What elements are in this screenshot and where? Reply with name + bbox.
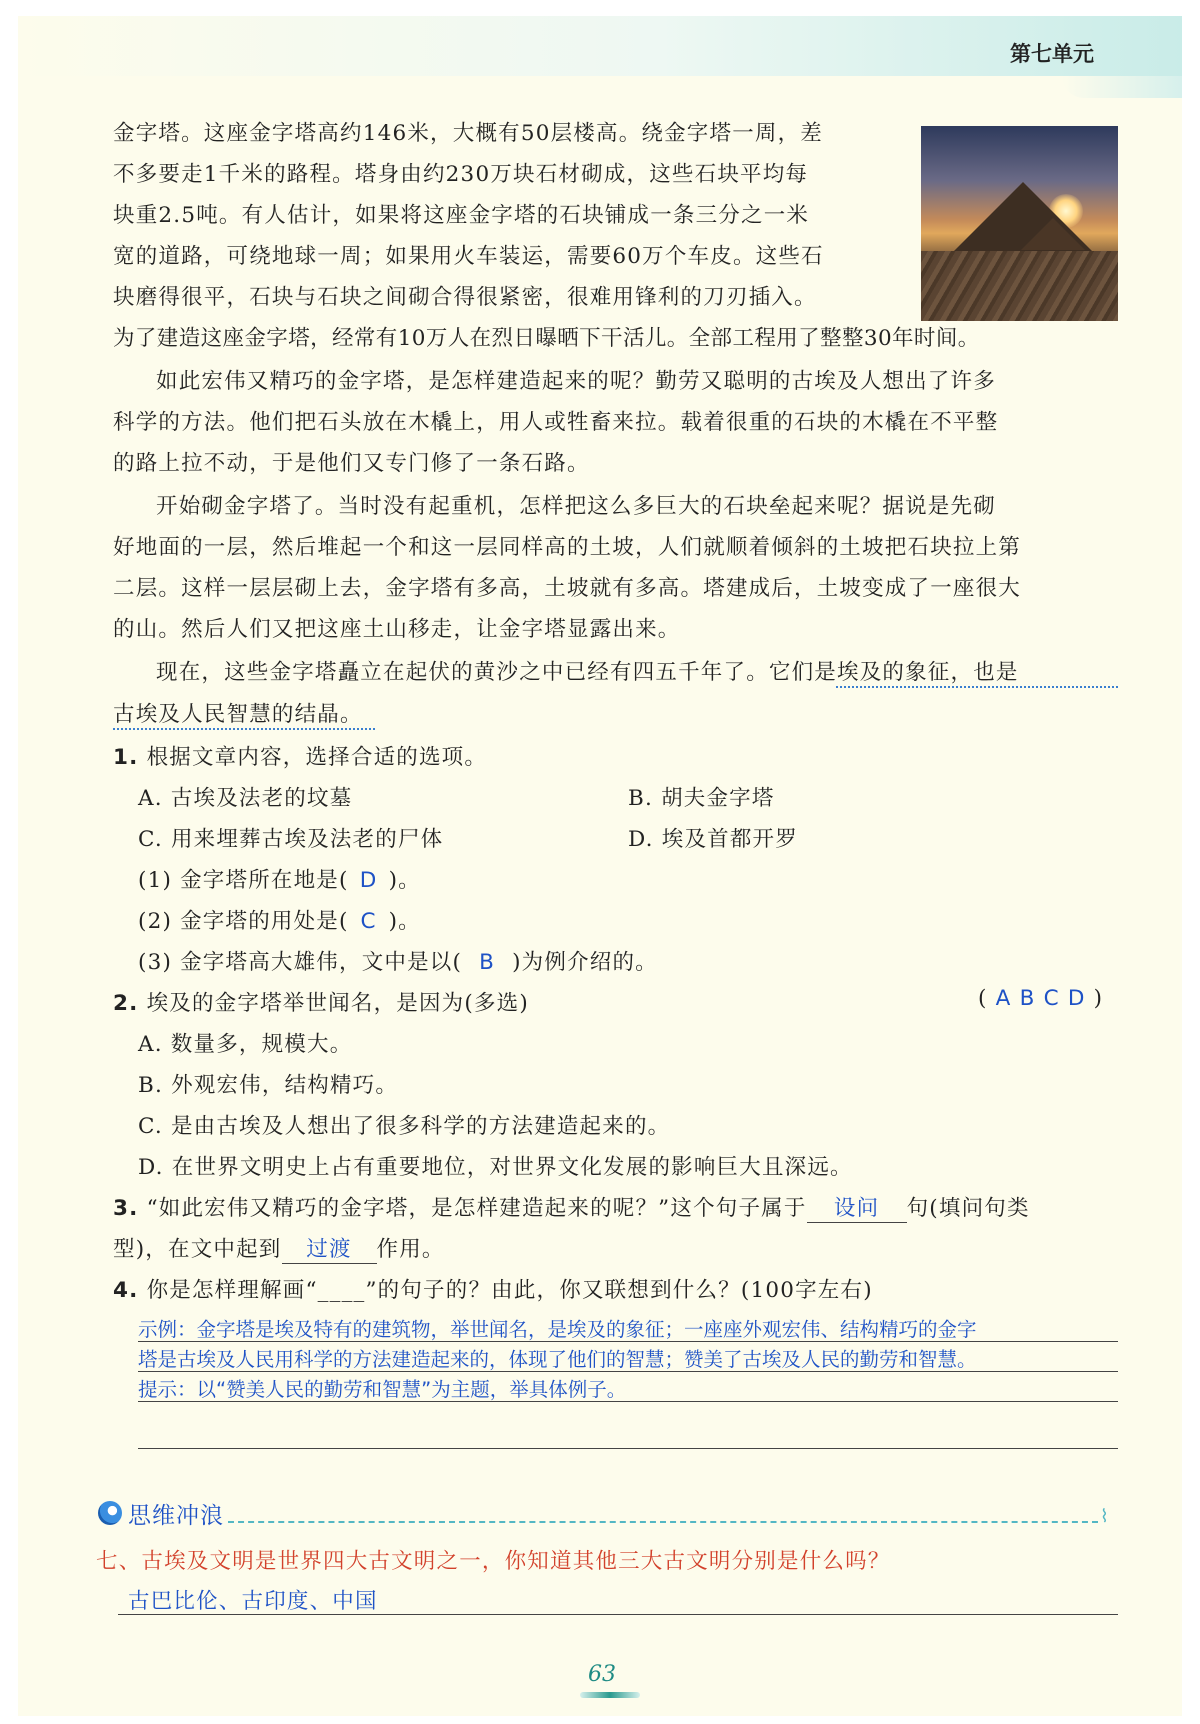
- passage-line: 开始砌金字塔了。当时没有起重机，怎样把这么多巨大的石块垒起来呢？据说是先砌: [156, 494, 996, 519]
- option-d: D. 在世界文明史上占有重要地位，对世界文化发展的影响巨大且深远。: [138, 1155, 853, 1180]
- question-3-line-1: [113, 1191, 1030, 1223]
- question-stem: 你是怎样理解画“____”的句子的？由此，你又联想到什么？(100字左右): [146, 1278, 873, 1303]
- passage-line: 块磨得很平，石块与石块之间砌合得很紧密，很难用锋利的刀刃插入。: [113, 285, 817, 310]
- rocky-ground: [921, 251, 1118, 321]
- question-stem: 作用。: [376, 1237, 445, 1262]
- marked-sentence: 它们是埃及的象征，也是: [768, 660, 1019, 685]
- q2-answer-bracket: [978, 986, 1103, 1011]
- answer-line: [138, 1448, 1118, 1449]
- answer-text: 示例：金字塔是埃及特有的建筑物，举世闻名，是埃及的象征；一座座外观宏伟、结构精巧的金字: [138, 1318, 977, 1341]
- sub-question-text: (2) 金字塔的用处是(: [138, 909, 349, 934]
- marked-sentence: 古埃及人民智慧的结晶。: [113, 702, 363, 727]
- answer-choice: C: [360, 909, 377, 934]
- option-d: D. 埃及首都开罗: [628, 827, 798, 852]
- bracket-open: (: [978, 986, 988, 1011]
- passage-line: 不多要走1千米的路程。塔身由约230万块石材砌成，这些石块平均每: [113, 162, 809, 187]
- question-1: [113, 740, 487, 771]
- answer-line: [138, 1401, 1118, 1402]
- marked-underline: [836, 686, 1118, 688]
- answer-choice: B: [479, 950, 496, 975]
- question-number: 2.: [113, 991, 139, 1016]
- answer-text: 古巴比伦、古印度、中国: [128, 1589, 378, 1614]
- question-number: 1.: [113, 745, 139, 770]
- question-stem: 根据文章内容，选择合适的选项。: [146, 745, 488, 770]
- answer-blank: 设问: [807, 1191, 907, 1223]
- question-number: 3.: [113, 1196, 139, 1221]
- thinking-icon: [98, 1501, 122, 1525]
- question-stem: 句(填问句类: [906, 1196, 1030, 1221]
- passage-line: 好地面的一层，然后堆起一个和这一层同样高的土坡，人们就顺着倾斜的土坡把石块拉上第: [113, 535, 1022, 560]
- option-a: A. 古埃及法老的坟墓: [138, 786, 353, 811]
- sub-question-text: (3) 金字塔高大雄伟，文中是以(: [138, 950, 463, 975]
- header-band: [18, 16, 1182, 76]
- answer-line: [118, 1614, 1118, 1615]
- question-3-line-2: [113, 1232, 445, 1264]
- sub-question-text: )。: [388, 909, 421, 934]
- question-stem: 型)，在文中起到: [113, 1237, 282, 1262]
- passage-line: 为了建造这座金字塔，经常有10万人在烈日曝晒下干活儿。全部工程用了整整30年时间。: [113, 326, 980, 351]
- answer-text: 塔是古埃及人民用科学的方法建造起来的，体现了他们的智慧；赞美了古埃及人民的勤劳和智慧。: [138, 1348, 977, 1371]
- passage-line: 二层。这样一层层砌上去，金字塔有多高，土坡就有多高。塔建成后，土坡变成了一座很大: [113, 576, 1022, 601]
- answer-blank: 过渡: [282, 1232, 377, 1264]
- passage-line: 金字塔。这座金字塔高约146米，大概有50层楼高。绕金字塔一周，差: [113, 121, 823, 146]
- question-stem: 埃及的金字塔举世闻名，是因为(多选): [146, 991, 529, 1016]
- page-number: 63: [588, 1662, 616, 1687]
- pyramid-photo: [921, 126, 1118, 321]
- wave-icon: ⌇: [1100, 1506, 1110, 1527]
- option-a: A. 数量多，规模大。: [138, 1032, 353, 1057]
- option-b: B. 外观宏伟，结构精巧。: [138, 1073, 399, 1098]
- pyramid-shape-small: [1021, 218, 1085, 250]
- passage-line: [156, 655, 1019, 686]
- passage-line: 如此宏伟又精巧的金字塔，是怎样建造起来的呢？勤劳又聪明的古埃及人想出了许多: [156, 369, 996, 394]
- option-c: C. 是由古埃及人想出了很多科学的方法建造起来的。: [138, 1114, 671, 1139]
- answer-line: [138, 1371, 1118, 1372]
- sub-question-3: [138, 945, 658, 976]
- page-number-ornament: [580, 1692, 640, 1698]
- answer-line: [138, 1341, 1118, 1342]
- question-number: 4.: [113, 1278, 139, 1303]
- sub-question-text: )为例介绍的。: [512, 950, 658, 975]
- question-2: [113, 986, 529, 1017]
- sub-question-text: )。: [388, 868, 421, 893]
- passage-line: 块重2.5吨。有人估计，如果将这座金字塔的石块铺成一条三分之一米: [113, 203, 810, 228]
- bracket-close: ): [1093, 986, 1104, 1011]
- marked-underline: [113, 728, 375, 730]
- question-stem: “如此宏伟又精巧的金字塔，是怎样建造起来的呢？”这个句子属于: [146, 1196, 807, 1221]
- workbook-page: [18, 16, 1182, 1716]
- answer-choices: A B C D: [995, 986, 1086, 1011]
- passage-line: 的路上拉不动，于是他们又专门修了一条石路。: [113, 451, 590, 476]
- unit-title: 第七单元: [1010, 42, 1094, 66]
- option-b: B. 胡夫金字塔: [628, 786, 775, 811]
- answer-text: 提示：以“赞美人民的勤劳和智慧”为主题，举具体例子。: [138, 1378, 627, 1401]
- sub-question-text: (1) 金字塔所在地是(: [138, 868, 349, 893]
- passage-plain-text: 现在，这些金字塔矗立在起伏的黄沙之中已经有四五千年了。: [156, 660, 769, 685]
- sub-question-2: [138, 904, 421, 935]
- option-c: C. 用来埋葬古埃及法老的尸体: [138, 827, 444, 852]
- passage-line: 的山。然后人们又把这座土山移走，让金字塔显露出来。: [113, 617, 681, 642]
- answer-choice: D: [359, 868, 378, 893]
- sub-question-1: [138, 863, 421, 894]
- passage-line: 科学的方法。他们把石头放在木橇上，用人或牲畜来拉。载着很重的石块的木橇在不平整: [113, 410, 999, 435]
- question-4: [113, 1273, 873, 1304]
- passage-line: 宽的道路，可绕地球一周；如果用火车装运，需要60万个车皮。这些石: [113, 244, 824, 269]
- section-title: 思维冲浪: [128, 1503, 224, 1529]
- question-7: 七、古埃及文明是世界四大古文明之一，你知道其他三大古文明分别是什么吗？: [96, 1549, 891, 1574]
- section-divider: [228, 1521, 1098, 1523]
